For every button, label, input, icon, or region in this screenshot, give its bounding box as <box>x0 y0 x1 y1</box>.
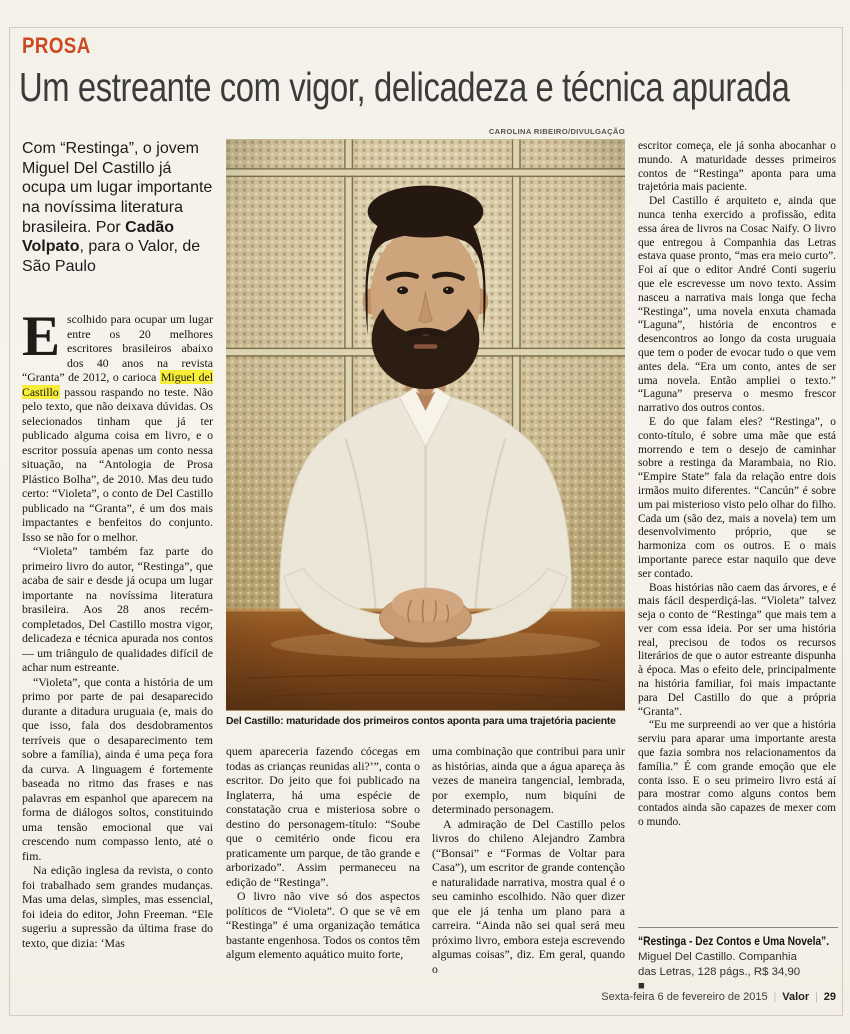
page-footer <box>601 991 836 1003</box>
paragraph: “Violeta”, que conta a história de um primo por parte de pai desaparecido durante a ditadura uruguaia (e, mais do que isso, fala dos desdobramentos terríveis que o desaparecimento tem sobre a família), ainda é uma peça fora da curva. A linguagem é fortemente baseada no ritmo das frases e nas palavras em espanhol que aparecem na forma de diálogos soltos, constituindo uma tensão emocional que vai crescendo num compasso lento, até o fim. <box>22 674 213 863</box>
intro-text-after: , para o Valor, de São Paulo <box>22 238 201 276</box>
paragraph: quem apareceria fazendo cócegas em todas as crianças reunidas ali?’”, conta o escritor. Do jeito que foi publicado na Inglaterra, há uma espécie de constatação crua e misteriosa sobre o destino do personagem-título: “Soube que o cemitério onde ficou era praticamente um parque, de tão grande e arborizado”. Assim permaneceu na edição de “Restinga”. <box>226 744 420 889</box>
paragraph <box>22 312 213 544</box>
divider <box>638 927 838 928</box>
book-title: “Restinga - Dez Contos e Uma Novela”. <box>638 935 830 948</box>
column-3 <box>432 744 625 978</box>
headline: Um estreante com vigor, delicadeza e técnica apurada <box>19 64 790 110</box>
section-label: PROSA <box>22 33 91 58</box>
footer-date: Sexta-feira 6 de fevereiro de 2015 <box>601 991 768 1003</box>
paragraph: “Violeta” também faz parte do primeiro livro do autor, “Restinga”, que acaba de sair e desde já ocupa um lugar importante na novíssima literatura brasileira. Aos 28 anos recém-completados, Del Castillo mostra vigor, delicadeza e técnica apurada nos contos — um triângulo de qualidades difícil de achar num estreante. <box>22 544 213 674</box>
paragraph: escritor começa, ele já sonha abocanhar o mundo. A maturidade desses primeiros contos de “Restinga” aponta para uma trajetória mais paciente. <box>638 140 836 194</box>
photo-credit: CAROLINA RIBEIRO/DIVULGAÇÃO <box>488 127 625 136</box>
article-photo <box>226 139 625 711</box>
book-info <box>638 935 844 994</box>
page-number: 29 <box>823 991 836 1003</box>
footer-separator: | <box>815 992 818 1003</box>
paragraph: E do que falam eles? “Restinga”, o conto-título, é sobre uma mãe que está morrendo e tem o desejo de caminhar sobre a restinga da Marambaia, no Rio. “Empire State” fala da relação entre dois irmãos muito diferentes. “Cancún” é sobre um pai misterioso visto pelo olhar do filho. Cada um (são dez, mais a novela) tem um desenvolvimento próprio, que se harmoniza com os outros. E o mais importante parece estar naquilo que deve ser contado. <box>638 415 836 580</box>
intro-paragraph <box>22 139 214 277</box>
paragraph: “Eu me surpreendi ao ver que a história serviu para aparar uma importante aresta que fazia sombra nos relacionamentos da família.” É com grande emoção que ele conta isso. E o seu primeiro livro está aí para mostrar como alguns contos bem contados ainda são capazes de mexer com o mundo. <box>638 719 836 829</box>
column-1 <box>22 312 213 978</box>
column-4 <box>638 140 836 922</box>
drop-cap: E <box>22 312 61 368</box>
paragraph-text: scolhido para ocupar um lugar entre os 20 melhores escritores brasileiros abaixo dos 40 anos na revista “Granta” de 2012, o carioca <box>22 312 213 384</box>
column-2 <box>226 744 420 978</box>
portrait-illustration <box>226 139 625 711</box>
paragraph: uma combinação que contribui para unir as histórias, ainda que a água apareça às vezes de maneira tangencial, lembrada, por exemplo, num biquíni de determinado personagem. <box>432 744 625 816</box>
photo-caption: Del Castillo: maturidade dos primeiros contos aponta para uma trajetória paciente <box>226 716 616 727</box>
footer-separator: | <box>773 992 777 1003</box>
paragraph: O livro não vive só dos aspectos políticos de “Violeta”. O que se vê em “Restinga” é uma organização temática bastante engenhosa. Todos os contos têm algum elemento aquático muito forte, <box>226 889 420 961</box>
paragraph: Na edição inglesa da revista, o conto foi trabalhado sem grandes mudanças. Mas uma delas, simples, mas essencial, foi ideia do editor, John Freeman. “Ele sugeriu a supressão da última frase do texto, que dizia: ‘Mas <box>22 863 213 950</box>
intro-author: Cadão Volpato <box>22 218 175 256</box>
paragraph: Boas histórias não caem das árvores, e é mais fácil desperdiçá-las. “Violeta” talvez seja o conto de “Restinga” que mais tem a ver com essa ideia. Por ser uma história real, precisou de todos os recursos literários de que o autor estreante dispunha à época. Mas o efeito dele, principalmente na história familiar, foi mais impactante para Del Castillo do que a própria “Granta”. <box>638 581 836 718</box>
highlighted-name: Miguel del Castillo <box>22 370 213 399</box>
newspaper-logo: Valor <box>782 991 810 1003</box>
paragraph: Del Castillo é arquiteto e, ainda que nunca tenha exercido a profissão, edita essa área de livros na Cosac Naify. O livro que entregou à Companhia das Letras estava quase pronto, “mas era meio curto”. Foi aí que o editor André Conti sugeriu que ele escrevesse um novo texto. Assim nasceu a narrativa mais longa que fecha “Restinga”, uma novela enxuta chamada “Laguna”, história de encontros e desencontros ao longo da costa uruguaia que tem o poder de evocar tudo o que vem antes dela. “Era um conto, antes de ser uma novela. Então ampliei o texto.” “Laguna” preserva o mesmo frescor narrativo dos outros contos. <box>638 195 836 415</box>
paragraph-text: passou raspando no teste. Não pelo texto, que não deixava dúvidas. Os selecionados tinham que já ter publicado alguma coisa em livro, e o escritor possuía apenas um conto nessa situação, na “Antologia de Prosa Plástico Bolha”, de 2010. Mas deu tudo certo: “Violeta”, o conto de Del Castillo publicado na “Granta”, é um dos mais impactantes e benfeitos do conjunto. Isso se não for o melhor. <box>22 384 213 544</box>
intro-text: Com “Restinga”, o jovem Miguel Del Castillo já ocupa um lugar importante na novíssima literatura brasileira. Por <box>22 140 213 236</box>
paragraph: A admiração de Del Castillo pelos livros do chileno Alejandro Zambra (“Bonsai” e “Formas de Voltar para Casa”), um escritor de grande contenção e naturalidade narrativa, mostra qual é o seu caminho escolhido. Não quer dizer que ele já tenha um plano para a carreira. “Ainda não sei qual será meu próximo livro, embora esteja escrevendo algumas coisas”, diz. Em geral, quando o <box>432 816 625 976</box>
book-details: Miguel Del Castillo. Companhia das Letras, 128 págs., R$ 34,90 ■ <box>638 951 801 993</box>
